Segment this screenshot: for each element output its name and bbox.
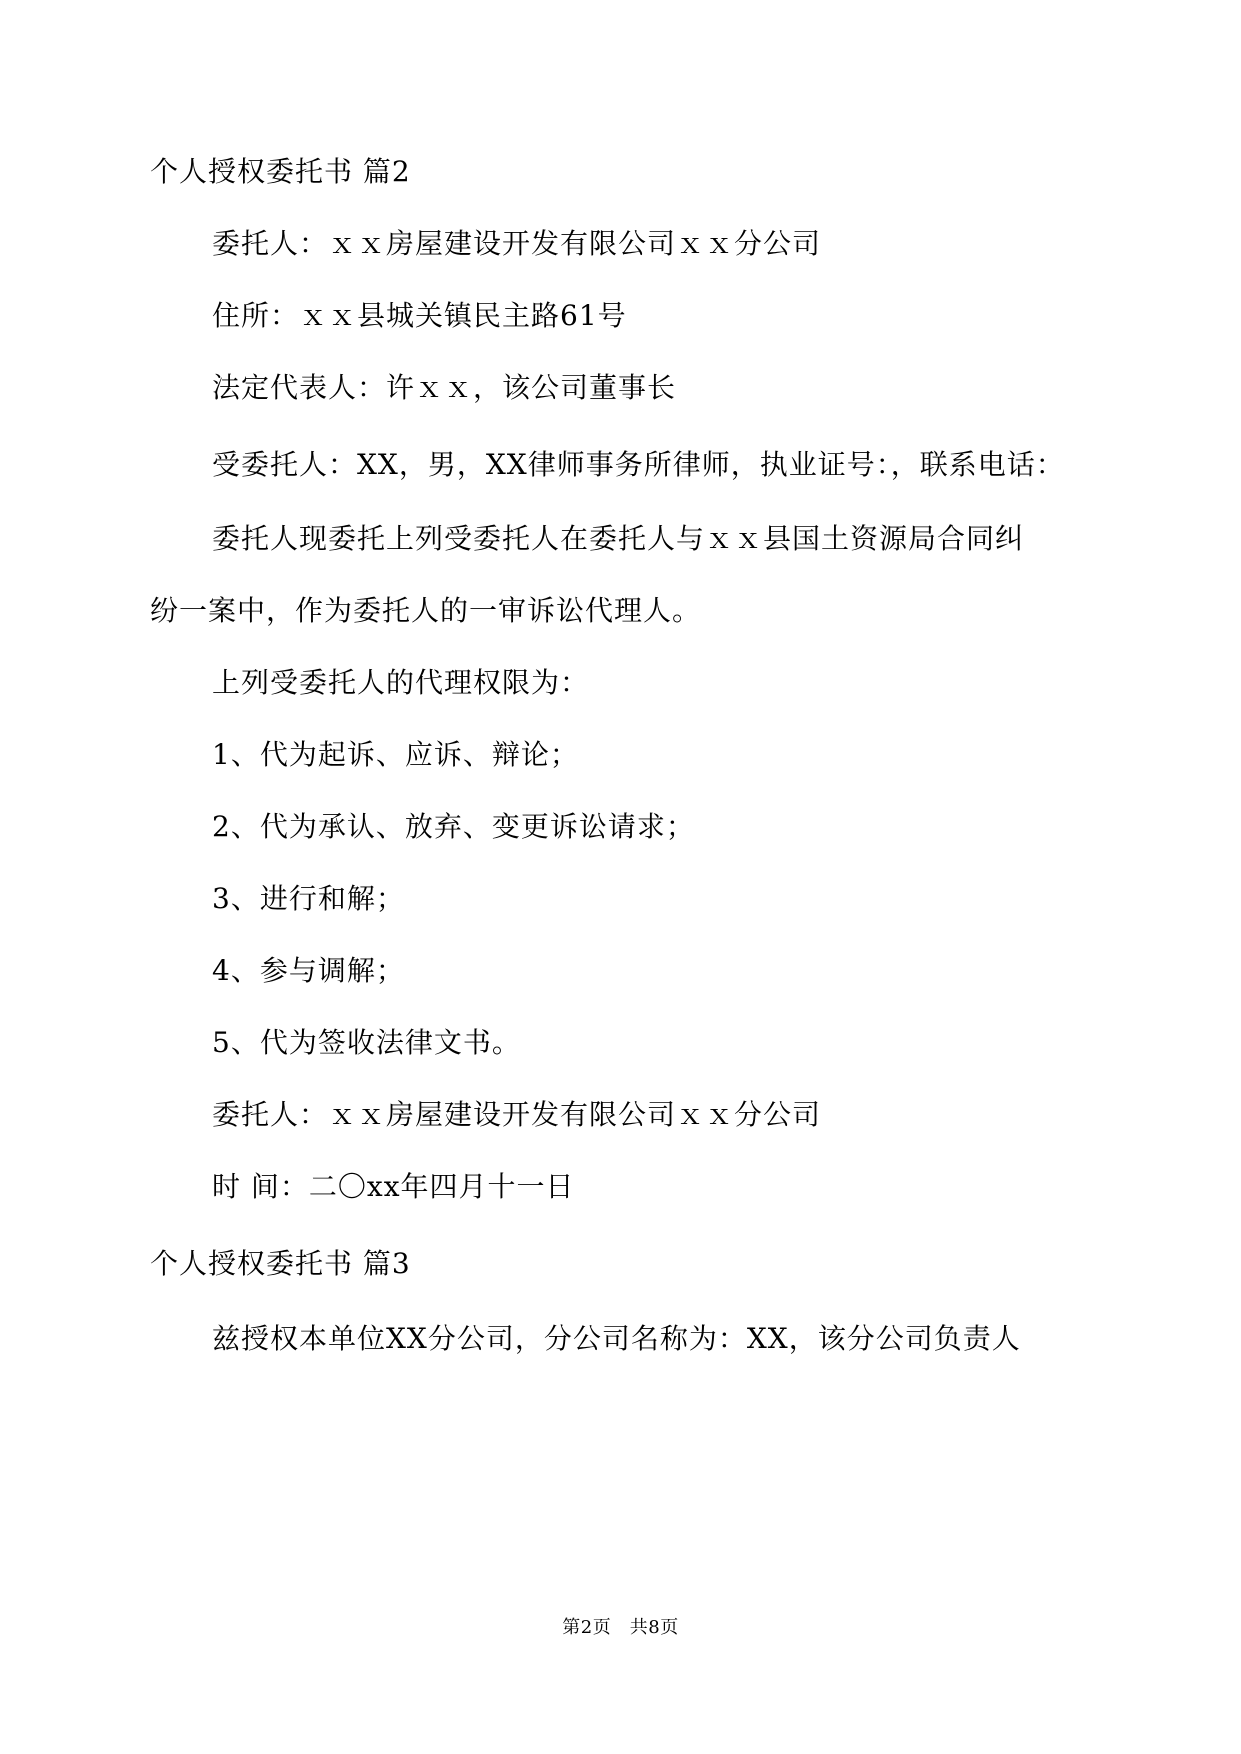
section-2-title: 个人授权委托书 篇2	[150, 155, 411, 188]
body-paragraph-line-2: 纷一案中，作为委托人的一审诉讼代理人。	[150, 594, 702, 627]
scope-item-5: 5、代为签收法律文书。	[212, 1026, 521, 1059]
body-paragraph-line-1: 委托人现委托上列受委托人在委托人与ｘｘ县国土资源局合同纠	[212, 522, 1025, 555]
section-3-title: 个人授权委托书 篇3	[150, 1247, 411, 1280]
scope-item-3: 3、进行和解；	[212, 882, 405, 915]
agent-line: 受委托人：XX，男，XX律师事务所律师，执业证号：，联系电话：	[212, 448, 1065, 481]
principal-line: 委托人：ｘｘ房屋建设开发有限公司ｘｘ分公司	[212, 227, 822, 260]
date-line: 时 间：二〇xx年四月十一日	[212, 1170, 575, 1203]
scope-item-1: 1、代为起诉、应诉、辩论；	[212, 738, 579, 771]
page-footer: 第2页 共8页	[562, 1617, 679, 1638]
scope-item-4: 4、参与调解；	[212, 954, 405, 987]
scope-intro-line: 上列受委托人的代理权限为：	[212, 666, 590, 699]
address-line: 住所：ｘｘ县城关镇民主路61号	[212, 299, 627, 332]
legal-representative-line: 法定代表人：许ｘｘ，该公司董事长	[212, 371, 677, 404]
scope-item-2: 2、代为承认、放弃、变更诉讼请求；	[212, 810, 695, 843]
section-3-body-line-1: 兹授权本单位XX分公司，分公司名称为：XX，该分公司负责人	[212, 1322, 1021, 1355]
signature-principal-line: 委托人：ｘｘ房屋建设开发有限公司ｘｘ分公司	[212, 1098, 822, 1131]
